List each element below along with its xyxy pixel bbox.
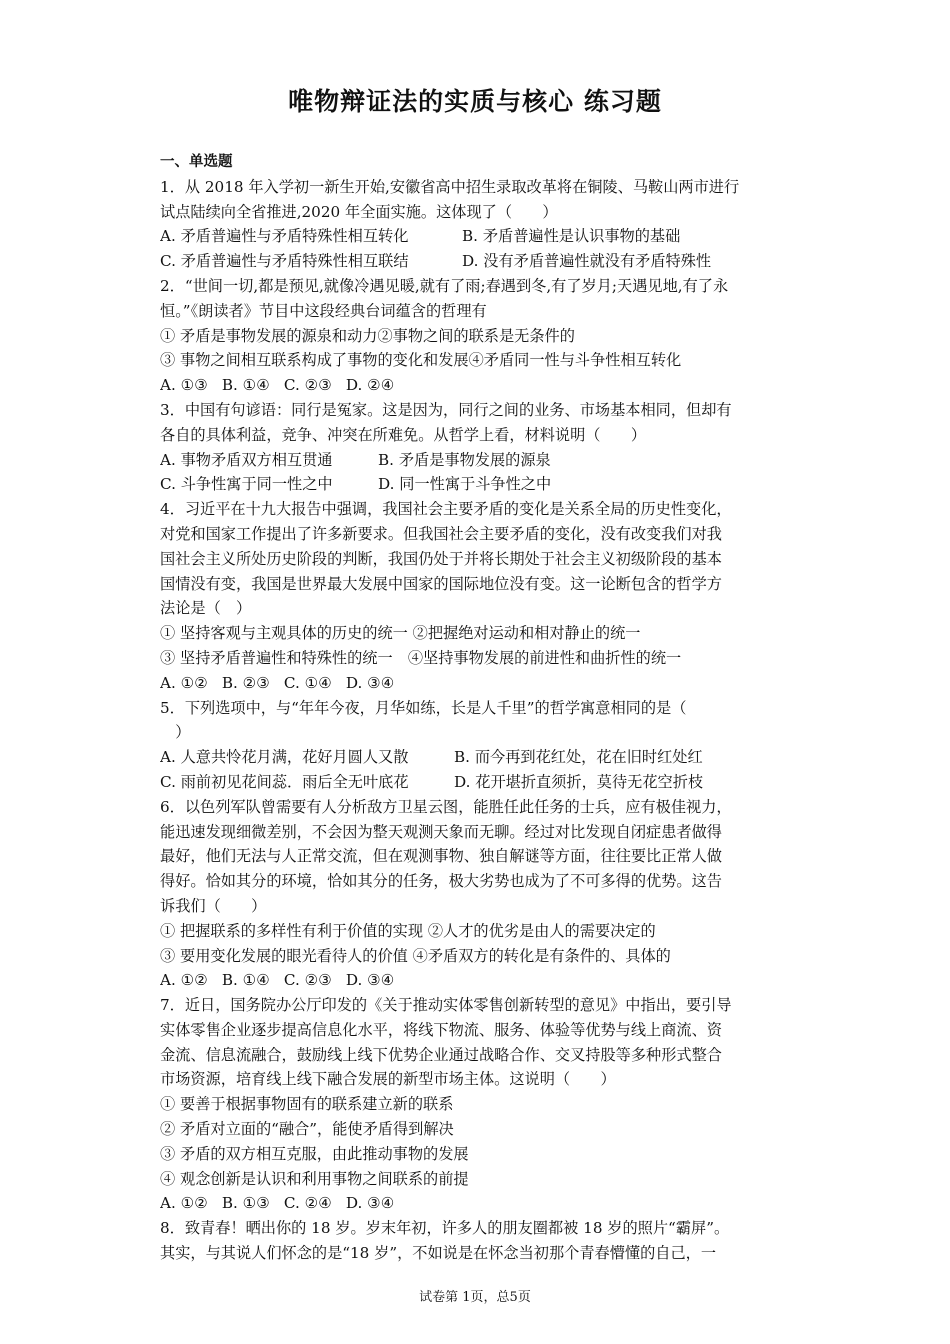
statement-line: ① 坚持客观与主观具体的历史的统一 ②把握绝对运动和相对静止的统一 (160, 624, 641, 643)
option-c: C. 雨前初见花间蕊．雨后全无叶底花 (160, 772, 409, 791)
option-row (160, 373, 796, 398)
statement-line: ④ 观念创新是认识和利用事物之间联系的前提 (160, 1169, 469, 1188)
option-b: B. ①③ (221, 1194, 270, 1213)
option-b: B. 矛盾普遍性是认识事物的基础 (462, 227, 681, 246)
question-stem-line: 恒。”《朗读者》节目中这段经典台词蕴含的哲理有 (160, 301, 487, 320)
question-stem-line: ） (160, 723, 191, 742)
option-d: D. 没有矛盾普遍性就没有矛盾特殊性 (462, 252, 712, 271)
statement-line: ① 要善于根据事物固有的联系建立新的联系 (160, 1095, 454, 1114)
option-a: A. 矛盾普遍性与矛盾特殊性相互转化 (160, 227, 409, 246)
option-a: A. 事物矛盾双方相互贯通 (160, 450, 333, 469)
question-stem-line: 得好。恰如其分的环境，恰如其分的任务，极大劣势也成为了不可多得的优势。这告 (160, 872, 722, 891)
question-list (160, 150, 796, 1266)
question-stem-line: 能迅速发现细微差别，不会因为整天观测天象而无聊。经过对比发现自闭症患者做得 (160, 822, 722, 841)
question-5 (160, 696, 796, 795)
page-title: 唯物辩证法的实质与核心 练习题 (288, 87, 662, 116)
question-stem-line: 对党和国家工作提出了许多新要求。但我国社会主要矛盾的变化，没有改变我们对我 (160, 524, 722, 543)
option-row (160, 745, 796, 770)
statement-line: ① 矛盾是事物发展的源泉和动力②事物之间的联系是无条件的 (160, 326, 575, 345)
option-a: A. ①② (160, 971, 208, 990)
option-d: D. ③④ (345, 673, 395, 692)
question-7 (160, 993, 796, 1216)
option-d: D. ③④ (345, 971, 395, 990)
statement-line: ① 把握联系的多样性有利于价值的实现 ②人才的优劣是由人的需要决定的 (160, 921, 656, 940)
question-stem-line: 国情没有变，我国是世界最大发展中国家的国际地位没有变。这一论断包含的哲学方 (160, 574, 722, 593)
option-row (160, 448, 796, 473)
option-b: B. ①④ (221, 376, 270, 395)
question-stem-line: 实体零售企业逐步提高信息化水平，将线下物流、服务、体验等优势与线上商流、资 (160, 1020, 722, 1039)
statement-line: ③ 矛盾的双方相互克服，由此推动事物的发展 (160, 1144, 469, 1163)
question-stem-line: 试点陆续向全省推进,2020 年全面实施。这体现了（ ） (160, 202, 558, 221)
option-d: D. ②④ (345, 376, 395, 395)
question-stem-line: 6．以色列军队曾需要有人分析敌方卫星云图，能胜任此任务的士兵，应有极佳视力， (160, 797, 732, 816)
question-stem-line: 最好，他们无法与人正常交流，但在观测事物、独自解谜等方面，往往要比正常人做 (160, 847, 722, 866)
question-stem-line: 1．从 2018 年入学初一新生开始,安徽省高中招生录取改革将在铜陵、马鞍山两市进行 (160, 177, 740, 196)
statement-line: ③ 坚持矛盾普遍性和特殊性的统一 ④坚持事物发展的前进性和曲折性的统一 (160, 648, 682, 667)
question-stem-line: 3．中国有句谚语：同行是冤家。这是因为，同行之间的业务、市场基本相同，但却有 (160, 400, 732, 419)
question-stem-line: 市场资源，培育线上线下融合发展的新型市场主体。这说明（ ） (160, 1070, 616, 1089)
option-row (160, 224, 796, 249)
question-stem-line: 国社会主义所处历史阶段的判断，我国仍处于并将长期处于社会主义初级阶段的基本 (160, 549, 722, 568)
question-stem-line: 4．习近平在十九大报告中强调，我国社会主要矛盾的变化是关系全局的历史性变化， (160, 500, 732, 519)
option-row (160, 249, 796, 274)
option-d: D. 同一性寓于斗争性之中 (378, 475, 552, 494)
option-row (160, 472, 796, 497)
option-c: C. 斗争性寓于同一性之中 (160, 475, 333, 494)
option-a: A. ①③ (160, 376, 208, 395)
option-row (160, 671, 796, 696)
statement-line: ③ 要用变化发展的眼光看待人的价值 ④矛盾双方的转化是有条件的、具体的 (160, 946, 671, 965)
question-stem-line: 各自的具体利益，竞争、冲突在所难免。从哲学上看，材料说明（ ） (160, 425, 646, 444)
option-c: C. ①④ (283, 673, 332, 692)
question-stem-line: 2．“世间一切,都是预见,就像冷遇见暖,就有了雨;春遇到冬,有了岁月;天遇见地,有了永 (160, 276, 729, 295)
option-row (160, 1191, 796, 1216)
section-heading: 一、单选题 (160, 154, 233, 170)
option-b: B. ①④ (221, 971, 270, 990)
question-1 (160, 175, 796, 274)
option-d: D. ③④ (345, 1194, 395, 1213)
option-c: C. ②③ (283, 971, 332, 990)
option-c: C. ②④ (283, 1194, 332, 1213)
question-3 (160, 398, 796, 497)
option-b: B. 而今再到花红处，花在旧时红处红 (454, 748, 703, 767)
option-c: C. ②③ (283, 376, 332, 395)
option-a: A. 人意共怜花月满，花好月圆人又散 (160, 748, 409, 767)
option-a: A. ①② (160, 673, 208, 692)
option-row (160, 770, 796, 795)
option-c: C. 矛盾普遍性与矛盾特殊性相互联结 (160, 252, 409, 271)
question-stem-line: 金流、信息流融合，鼓励线上线下优势企业通过战略合作、交叉持股等多种形式整合 (160, 1045, 722, 1064)
question-stem-line: 5．下列选项中，与“年年今夜，月华如练，长是人千里”的哲学寓意相同的是（ (160, 698, 687, 717)
page-footer: 试卷第 1页，总5页 (419, 1290, 531, 1305)
question-8 (160, 1216, 796, 1266)
option-b: B. 矛盾是事物发展的源泉 (378, 450, 551, 469)
question-4 (160, 497, 796, 695)
statement-line: ② 矛盾对立面的“融合”，能使矛盾得到解决 (160, 1120, 454, 1139)
option-d: D. 花开堪折直须折，莫待无花空折枝 (454, 772, 704, 791)
option-b: B. ②③ (221, 673, 270, 692)
question-stem-line: 法论是（ ） (160, 599, 252, 618)
option-a: A. ①② (160, 1194, 208, 1213)
question-stem-line: 诉我们（ ） (160, 896, 267, 915)
question-2 (160, 274, 796, 398)
statement-line: ③ 事物之间相互联系构成了事物的变化和发展④矛盾同一性与斗争性相互转化 (160, 351, 682, 370)
question-stem-line: 7．近日，国务院办公厅印发的《关于推动实体零售创新转型的意见》中指出，要引导 (160, 996, 732, 1015)
question-stem-line: 其实，与其说人们怀念的是“18 岁”，不如说是在怀念当初那个青春懵懂的自己，一 (160, 1244, 717, 1263)
question-6 (160, 795, 796, 993)
option-row (160, 968, 796, 993)
question-stem-line: 8．致青春！晒出你的 18 岁。岁末年初，许多人的朋友圈都被 18 岁的照片“霸屏”。 (160, 1219, 730, 1238)
